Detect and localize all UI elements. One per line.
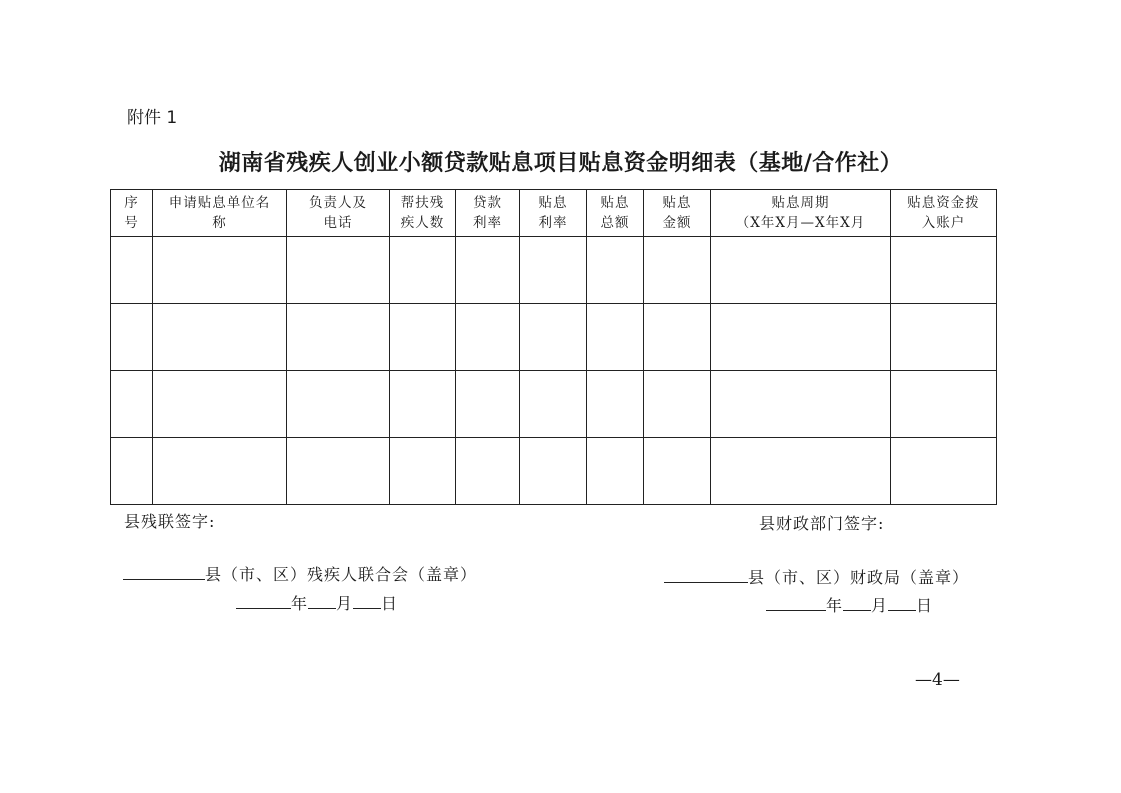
table-cell: [711, 438, 891, 505]
table-header-row: [111, 190, 997, 237]
table-cell: [390, 304, 456, 371]
county-disabled-federation-date-line: [236, 591, 398, 614]
header-assisted-disabled-count: 帮扶残 疾人数: [390, 190, 456, 237]
table-cell: [711, 237, 891, 304]
table-cell: [891, 237, 997, 304]
table-cell: [891, 438, 997, 505]
county-finance-date-line: [766, 593, 933, 616]
subsidy-detail-table: [110, 189, 997, 505]
month-blank: [843, 594, 871, 611]
header-applicant-unit-name: 申请贴息单位名 称: [153, 190, 287, 237]
day-blank: [353, 592, 381, 609]
table-row: [111, 237, 997, 304]
day-label: 日: [381, 594, 399, 613]
table-cell: [287, 371, 390, 438]
table-cell: [587, 237, 644, 304]
county-finance-seal-line: [664, 565, 969, 588]
day-label: 日: [916, 596, 934, 615]
month-label: 月: [871, 596, 889, 615]
table-cell: [390, 371, 456, 438]
table-cell: [456, 237, 520, 304]
month-blank: [308, 592, 336, 609]
table-cell: [644, 371, 711, 438]
table-cell: [111, 304, 153, 371]
table-cell: [587, 371, 644, 438]
table-cell: [456, 304, 520, 371]
header-disbursement-account: 贴息资金拨 入账户: [891, 190, 997, 237]
table-cell: [520, 237, 587, 304]
header-subsidy-period: 贴息周期 （X年X月—X年X月: [711, 190, 891, 237]
table-cell: [520, 438, 587, 505]
header-serial-number: 序 号: [111, 190, 153, 237]
day-blank: [888, 594, 916, 611]
header-subsidy-rate: 贴息 利率: [520, 190, 587, 237]
table-row: [111, 438, 997, 505]
table-cell: [456, 438, 520, 505]
table-cell: [587, 304, 644, 371]
table-cell: [456, 371, 520, 438]
table-cell: [111, 371, 153, 438]
table-cell: [644, 304, 711, 371]
year-label: 年: [291, 594, 309, 613]
header-loan-rate: 贷款 利率: [456, 190, 520, 237]
table-cell: [153, 438, 287, 505]
table-cell: [891, 304, 997, 371]
table-row: [111, 304, 997, 371]
table-cell: [153, 237, 287, 304]
county-disabled-federation-signature-label: 县残联签字:: [124, 512, 216, 531]
header-subsidy-total: 贴息 总额: [587, 190, 644, 237]
table-row: [111, 371, 997, 438]
header-subsidy-amount: 贴息 金额: [644, 190, 711, 237]
table-cell: [111, 438, 153, 505]
header-contact-person-phone: 负责人及 电话: [287, 190, 390, 237]
table-cell: [287, 237, 390, 304]
county-name-blank: [123, 563, 205, 580]
county-name-blank: [664, 566, 748, 583]
table-cell: [587, 438, 644, 505]
table-cell: [711, 371, 891, 438]
table-cell: [390, 237, 456, 304]
year-label: 年: [826, 596, 844, 615]
county-finance-org: 县（市、区）财政局（盖章）: [748, 568, 970, 587]
year-blank: [236, 592, 291, 609]
table-cell: [287, 304, 390, 371]
table-cell: [287, 438, 390, 505]
table-cell: [111, 237, 153, 304]
county-disabled-federation-org: 县（市、区）残疾人联合会（盖章）: [205, 565, 478, 584]
table-cell: [644, 237, 711, 304]
table-cell: [520, 304, 587, 371]
table-cell: [153, 371, 287, 438]
table-cell: [711, 304, 891, 371]
table-cell: [891, 371, 997, 438]
page-number: —4—: [915, 670, 960, 690]
table-cell: [153, 304, 287, 371]
table-cell: [520, 371, 587, 438]
month-label: 月: [336, 594, 354, 613]
table-cell: [644, 438, 711, 505]
annex-label: 附件 1: [127, 108, 178, 128]
county-finance-signature-label: 县财政部门签字:: [759, 514, 885, 533]
document-title: 湖南省残疾人创业小额贷款贴息项目贴息资金明细表（基地/合作社）: [218, 151, 903, 176]
year-blank: [766, 594, 826, 611]
county-disabled-federation-seal-line: [123, 562, 477, 585]
table-cell: [390, 438, 456, 505]
